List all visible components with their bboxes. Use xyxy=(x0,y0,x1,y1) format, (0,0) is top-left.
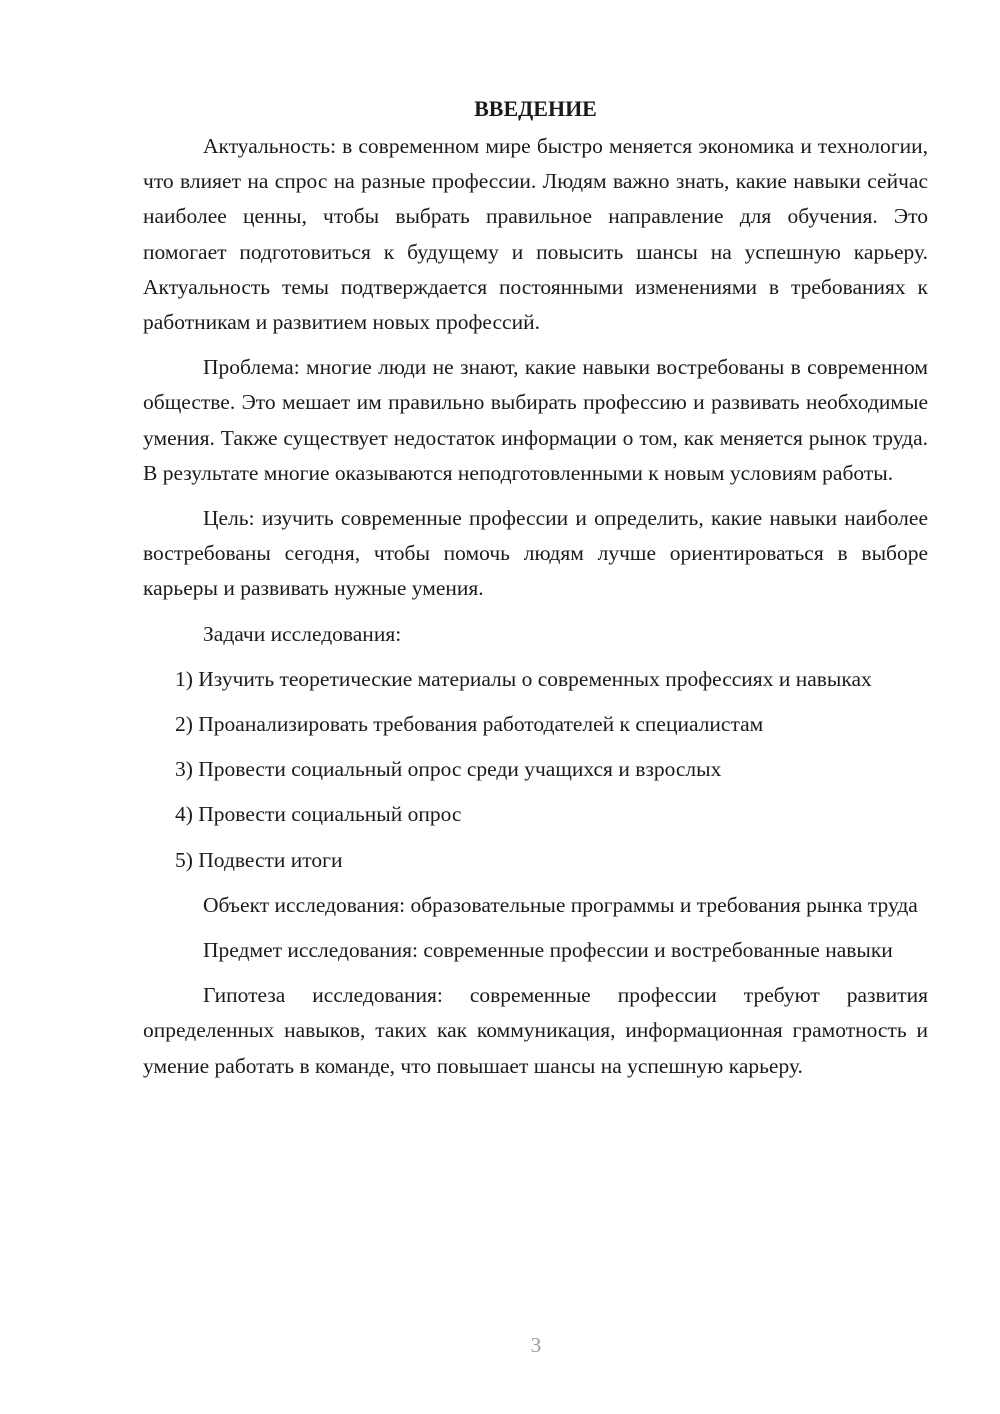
tasks-list xyxy=(143,662,928,878)
list-item: 4) Провести социальный опрос xyxy=(175,802,462,827)
paragraph-subject: Предмет исследования: современные профессии и востребованные навыки xyxy=(203,938,893,963)
list-item: 1) Изучить теоретические материалы о современных профессиях и навыках xyxy=(175,666,872,691)
paragraph-hypothesis: Гипотеза исследования: современные профессии требуют развития определенных навыков, таких как коммуникация, информационная грамотность и умение работать в команде, что повышает шансы на успешную карьеру. xyxy=(143,983,928,1078)
paragraph-object: Объект исследования: образовательные программы и требования рынка труда xyxy=(203,892,918,917)
page-number: 3 xyxy=(530,1333,542,1357)
list-item: 3) Провести социальный опрос среди учащихся и взрослых xyxy=(175,757,722,782)
paragraph-relevance: Актуальность: в современном мире быстро меняется экономика и технологии, что влияет на спрос на разные профессии. Людям важно знать, какие навыки сейчас наиболее ценны, чтобы выбрать правильное направление для обучения. Это помогает подготовиться к будущему и повысить шансы на успешную карьеру. Актуальность темы подтверждается постоянными изменениями в требованиях к работникам и развитием новых профессий. xyxy=(143,134,928,335)
paragraph-problem: Проблема: многие люди не знают, какие навыки востребованы в современном обществе. Это мешает им правильно выбирать профессию и развивать необходимые умения. Также существует недостаток информации о том, как меняется рынок труда. В результате многие оказываются неподготовленными к новым условиям работы. xyxy=(143,355,928,485)
paragraph-goal: Цель: изучить современные профессии и определить, какие навыки наиболее востребованы сегодня, чтобы помочь людям лучше ориентироваться в выборе карьеры и развивать нужные умения. xyxy=(143,506,928,601)
page-title: ВВЕДЕНИЕ xyxy=(474,96,597,121)
tasks-heading: Задачи исследования: xyxy=(203,621,402,646)
document-page xyxy=(143,92,928,1094)
list-item: 2) Проанализировать требования работодателей к специалистам xyxy=(175,712,764,737)
list-item: 5) Подвести итоги xyxy=(175,847,343,872)
